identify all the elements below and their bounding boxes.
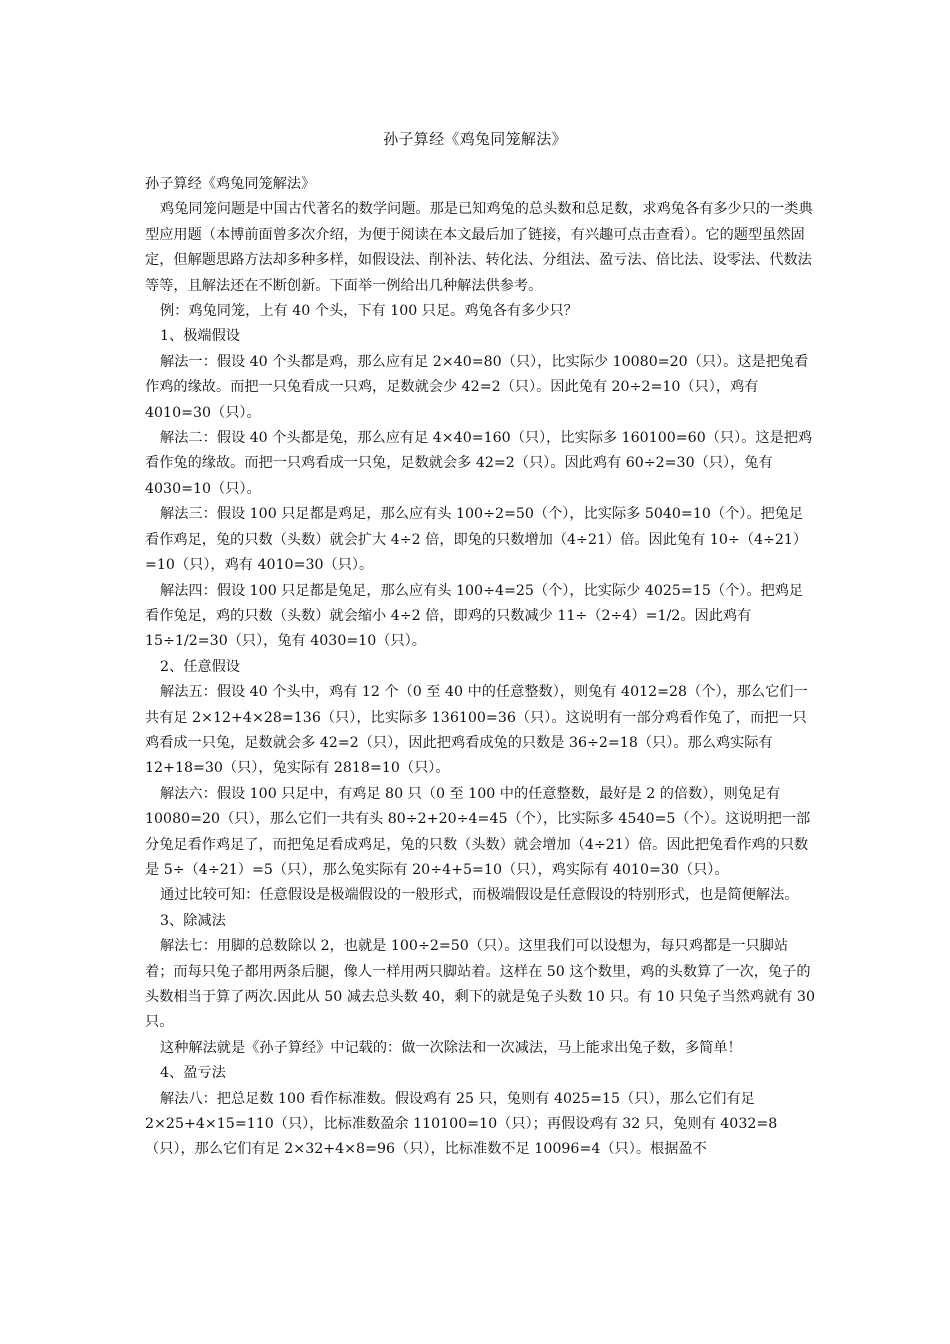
paragraph: 解法三：假设 100 只足都是鸡足，那么应有头 100÷2=50（个），比实际多 5040=10（个）。把兔足看作鸡足，兔的只数（头数）就会扩大 4÷2 倍，即兔的只数增加（4÷21）倍。因此兔有 10÷（4÷21）=10（只），鸡有 4010=30（只）。 [145, 506, 808, 574]
paragraph: 解法四：假设 100 只足都是兔足，那么应有头 100÷4=25（个），比实际少 4025=15（个）。把鸡足看作兔足，鸡的只数（头数）就会缩小 4÷2 倍，即鸡的只数减少 11÷（2÷4）=1/2。因此鸡有 15÷1/2=30（只），兔有 4030=10（只）。 [145, 582, 804, 650]
paragraph: 解法七：用脚的总数除以 2，也就是 100÷2=50（只）。这里我们可以设想为，每只鸡都是一只脚站着；而每只兔子都用两条后腿，像人一样用两只脚站着。这样在 50 这个数里，鸡的头数算了一次，兔子的头数相当于算了两次.因此从 50 减去总头数 40，剩下的就是兔子头数 10 只。有 10 只兔子当然鸡就有 30 只。 [145, 938, 815, 1031]
paragraph: 鸡兔同笼问题是中国古代著名的数学问题。那是已知鸡兔的总头数和总足数，求鸡兔各有多少只的一类典型应用题（本博前面曾多次介绍，为便于阅读在本文最后加了链接，有兴趣可点击查看）。它的题型虽然固定，但解题思路方法却多种多样，如假设法、削补法、转化法、分组法、盈亏法、倍比法、设零法、代数法等等，且解法还在不断创新。下面举一例给出几种解法供参考。 [145, 201, 813, 294]
document-heading: 孙子算经《鸡兔同笼解法》 [145, 176, 316, 192]
paragraph: 解法一：假设 40 个头都是鸡，那么应有足 2×40=80（只），比实际少 10080=20（只）。这是把兔看作鸡的缘故。而把一只兔看成一只鸡，足数就会少 42=2（只）。因此兔有 20÷2=10（只），鸡有 4010=30（只）。 [145, 353, 809, 421]
paragraph: 2、任意假设 [160, 658, 240, 675]
paragraph: 这种解法就是《孙子算经》中记载的：做一次除法和一次减法，马上能求出兔子数，多简单！ [160, 1039, 742, 1056]
paragraph: 4、盈亏法 [160, 1065, 226, 1082]
paragraph: 解法八：把总足数 100 看作标准数。假设鸡有 25 只，兔则有 4025=15（只），那么它们有足 2×25+4×15=110（只），比标准数盈余 110100=10（只）；再假设鸡有 32 只，兔则有 4032=8（只），那么它们有足 2×32+4×8=96（只），比标准数不足 10096=4（只）。根据盈不 [145, 1090, 778, 1158]
paragraph: 1、极端假设 [160, 328, 240, 345]
paragraph: 解法二：假设 40 个头都是兔，那么应有足 4×40=160（只），比实际多 160100=60（只）。这是把鸡看作兔的缘故。而把一只鸡看成一只兔，足数就会多 42=2（只）。因此鸡有 60÷2=30（只），兔有 4030=10（只）。 [145, 430, 813, 497]
paragraph: 3、除减法 [160, 912, 226, 929]
paragraph: 通过比较可知：任意假设是极端假设的一般形式，而极端假设是任意假设的特别形式，也是简便解法。 [160, 887, 799, 904]
document-body [145, 172, 815, 1163]
paragraph: 例：鸡兔同笼，上有 40 个头，下有 100 只足。鸡兔各有多少只？ [160, 303, 578, 320]
paragraph: 解法六：假设 100 只足中，有鸡足 80 只（0 至 100 中的任意整数，最好是 2 的倍数），则兔足有 10080=20（只），那么它们一共有头 80÷2+20÷4=45（个），比实际多 4540=5（个）。这说明把一部分兔足看作鸡足了，而把兔足看成鸡足，兔的只数（头数）就会增加（4÷21）倍。因此把兔看作鸡的只数是 5÷（4÷21）=5（只），那么兔实际有 20÷4+5=10（只），鸡实际有 4010=30（只）。 [145, 785, 811, 878]
paragraph: 解法五：假设 40 个头中，鸡有 12 个（0 至 40 中的任意整数），则兔有 4012=28（个），那么它们一共有足 2×12+4×28=136（只），比实际多 136100=36（只）。这说明有一部分鸡看作兔了，而把一只鸡看成一只兔，足数就会多 42=2（只），因此把鸡看成兔的只数是 36÷2=18（只）。那么鸡实际有 12+18=30（只），兔实际有 2818=10（只）。 [145, 684, 808, 777]
document-title: 孙子算经《鸡兔同笼解法》 [383, 130, 567, 148]
